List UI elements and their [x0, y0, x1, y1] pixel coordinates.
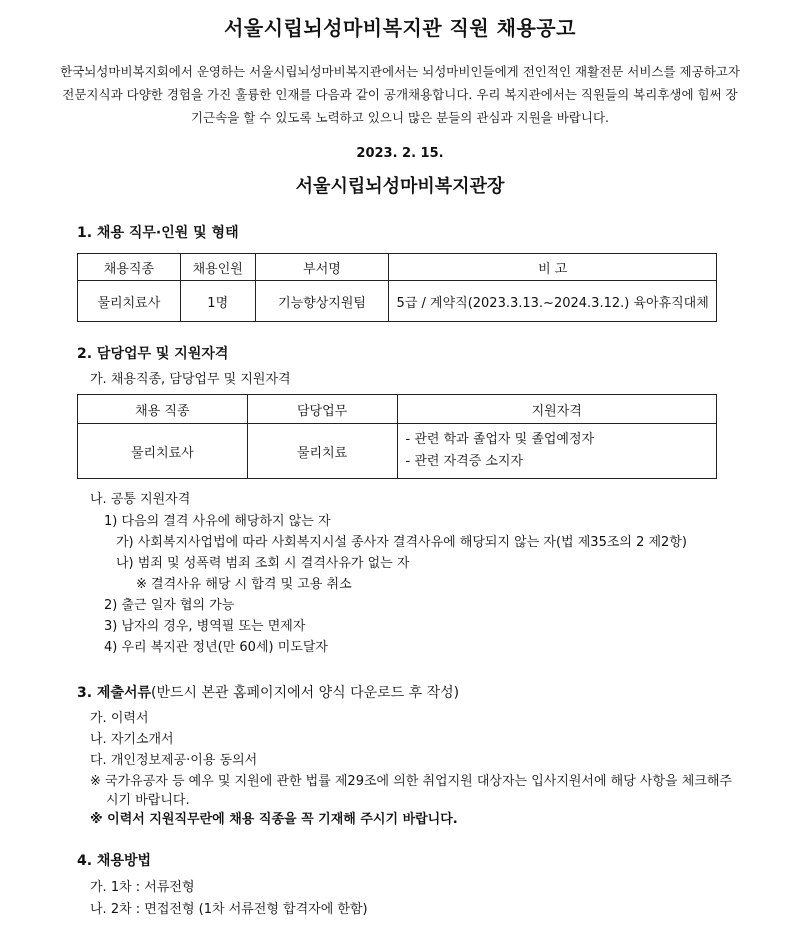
common-qual-note: ※ 결격사유 해당 시 합격 및 고용 취소: [136, 577, 352, 592]
cell-job-type: 물리치료사: [78, 281, 181, 322]
section-3-title-note: (반드시 본관 홈페이지에서 양식 다운로드 후 작성): [151, 685, 460, 701]
table-header-row: [78, 395, 717, 424]
header-headcount: 채용인원: [180, 254, 255, 281]
common-qual-item: 3) 남자의 경우, 병역필 또는 면제자: [104, 619, 306, 634]
cell-qualification: [397, 424, 717, 479]
header-job-type: 채용직종: [78, 254, 181, 281]
recruitment-table: [77, 253, 717, 322]
common-qual-item: 4) 우리 복지관 정년(만 60세) 미도달자: [104, 640, 328, 655]
common-qual-subitem: 나) 범죄 및 성폭력 범죄 조회 시 결격사유가 없는 자: [116, 556, 410, 571]
application-note: ※ 이력서 지원직무란에 채용 직종을 꼭 기재해 주시기 바랍니다.: [90, 812, 458, 827]
veteran-note-line2: 시기 바랍니다.: [106, 793, 190, 808]
section-2-heading: 2. 담당업무 및 지원자격: [77, 346, 229, 362]
duty-qualification-table: [77, 394, 717, 479]
document-item: 가. 이력서: [90, 711, 149, 726]
header-department: 부서명: [255, 254, 389, 281]
cell-job-type: 물리치료사: [78, 424, 248, 479]
table-row: [78, 281, 717, 322]
qualification-item: - 관련 자격증 소지자: [405, 454, 524, 469]
header-qualification: 지원자격: [397, 395, 717, 424]
cell-remarks: 5급 / 계약직(2023.3.13.~2024.3.12.) 육아휴직대체: [389, 281, 717, 322]
document-item: 나. 자기소개서: [90, 732, 174, 747]
header-duty: 담당업무: [247, 395, 397, 424]
document-title: 서울시립뇌성마비복지관 직원 채용공고: [224, 16, 576, 40]
selection-step: 나. 2차 : 면접전형 (1차 서류전형 합격자에 한함): [90, 902, 368, 917]
intro-paragraph: 한국뇌성마비복지회에서 운영하는 서울시립뇌성마비복지관에서는 뇌성마비인들에게 전인적인 재활전문 서비스를 제공하고자 전문지식과 다양한 경험을 가진 훌륭한 인재를 다음과 같이 공개채용합니다. 우리 복지관에서는 직원들의 복리후생에 힘써 장기근속을 할 수 있도록 노력하고 있으니 많은 분들의 관심과 지원을 바랍니다.: [60, 64, 740, 125]
cell-duty: 물리치료: [247, 424, 397, 479]
header-job-type: 채용 직종: [78, 395, 248, 424]
organization-signature: 서울시립뇌성마비복지관장: [295, 176, 505, 197]
veteran-note-line1: ※ 국가유공자 등 예우 및 지원에 관한 법률 제29조에 의한 취업지원 대상자는 입사지원서에 해당 사항을 체크해주: [90, 774, 732, 789]
section-2-sub-b: 나. 공통 지원자격: [90, 492, 191, 507]
section-3-title: 3. 제출서류: [77, 685, 152, 701]
common-qual-item: 1) 다음의 결격 사유에 해당하지 않는 자: [104, 514, 331, 529]
cell-headcount: 1명: [180, 281, 255, 322]
cell-department: 기능향상지원팀: [255, 281, 389, 322]
common-qual-subitem: 가) 사회복지사업법에 따라 사회복지시설 종사자 결격사유에 해당되지 않는 자(법 제35조의 2 제2항): [116, 535, 687, 550]
section-1-heading: 1. 채용 직무·인원 및 형태: [77, 225, 239, 241]
posting-date: 2023. 2. 15.: [356, 146, 444, 161]
section-2-sub-a: 가. 채용직종, 담당업무 및 지원자격: [90, 372, 291, 387]
selection-step: 가. 1차 : 서류전형: [90, 880, 195, 895]
common-qual-item: 2) 출근 일자 협의 가능: [104, 598, 235, 613]
header-remarks: 비 고: [389, 254, 717, 281]
qualification-item: - 관련 학과 졸업자 및 졸업예정자: [405, 432, 595, 447]
table-row: [78, 424, 717, 479]
table-header-row: [78, 254, 717, 281]
section-3-heading: [77, 682, 459, 702]
document-item: 다. 개인정보제공·이용 동의서: [90, 753, 258, 768]
section-4-heading: 4. 채용방법: [77, 853, 152, 869]
